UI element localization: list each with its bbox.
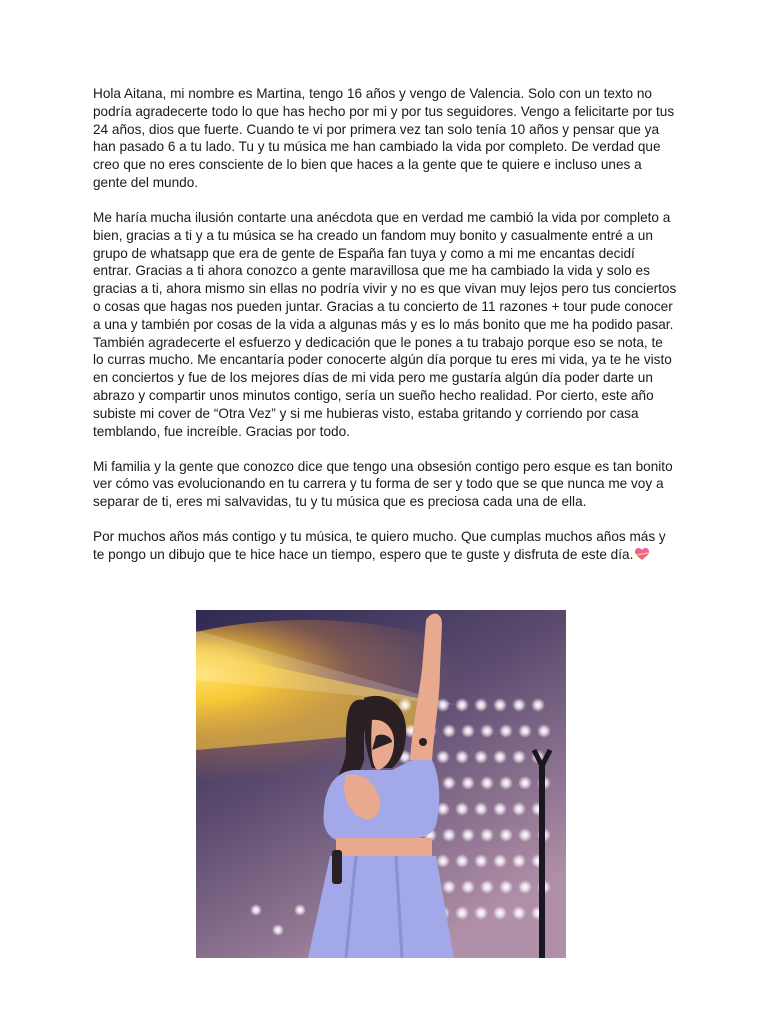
stage-light [512, 906, 526, 920]
stage-light [493, 802, 507, 816]
illustration-canvas [196, 610, 566, 958]
paragraph-2: Me haría mucha ilusión contarte una anécdota que en verdad me cambió la vida por completo a bien, gracias a ti y a tu música se ha creado un fandom muy bonito y casualmente entré a un grupo de whatsapp que era de gente de España fan tuya y como a mi me encantas decidí entrar. Gracias a ti ahora conozco a gente maravillosa que me ha cambiado la vida y solo es gracias a ti, ahora mismo sin ellas no podría vivir y no es que vivan muy lejos pero tus conciertos o cosas que hagas nos pueden juntar. Gracias a tu concierto de 11 razones + tour pude conocer a una y también por cosas de la vida a algunas más y es lo más bonito que me ha podido pasar. También agradecerte el esfuerzo y dedicación que le pones a tu trabajo porque eso se nota, te lo curras mucho. Me encantaría poder conocerte algún día porque tu eres mi vida, ya te he visto en conciertos y fue de los mejores días de mi vida pero me gustaría algún día poder darte un abrazo y compartir unos minutos contigo, sería un sueño hecho realidad. Por cierto, este año subiste mi cover de “Otra Vez” y si me hubieras visto, estaba gritando y corriendo por casa temblando, fue increíble. Gracias por todo. [93, 209, 677, 439]
stage-light [461, 724, 475, 738]
stage-light [493, 698, 507, 712]
stage-light [436, 750, 450, 764]
stage-light [442, 724, 456, 738]
stage-light [474, 750, 488, 764]
stage-light [461, 776, 475, 790]
stage-light [480, 724, 494, 738]
heart-with-ribbon-icon [635, 548, 649, 561]
stage-light [493, 750, 507, 764]
stage-light [480, 828, 494, 842]
midriff [336, 838, 432, 858]
stage-light [531, 698, 545, 712]
stage-light [442, 776, 456, 790]
stage-light [455, 750, 469, 764]
stage-light [455, 854, 469, 868]
stage-light [537, 724, 551, 738]
stage-light [294, 904, 306, 916]
paragraph-3: Mi familia y la gente que conozco dice que tengo una obsesión contigo pero esque es tan bonito ver cómo vas evolucionando en tu carrera y tu forma de ser y todo que se que nunca me voy a separar de ti, eres mi salvavidas, tu y tu música que es preciosa cada una de ella. [93, 458, 673, 510]
stage-light [474, 698, 488, 712]
stage-light [493, 854, 507, 868]
stage-light [499, 828, 513, 842]
paragraph-4-text: Por muchos años más contigo y tu música, te quiero mucho. Que cumplas muchos años más y te pongo un dibujo que te hice hace un tiempo, espero que te guste y disfruta de este día. [93, 529, 666, 562]
stage-light [499, 880, 513, 894]
paragraph-1: Hola Aitana, mi nombre es Martina, tengo 16 años y vengo de Valencia. Solo con un texto no podría agradecerte todo lo que has hecho por mi y por tus seguidores. Vengo a felicitarte por tus 24 años, dios que fuerte. Cuando te vi por primera vez tan solo tenía 10 años y pensar que ya han pasado 6 a tu lado. Tu y tu música me han cambiado la vida por completo. De verdad que creo que no eres consciente de lo bien que haces a la gente que te quiere e incluso unes a gente del mundo. [93, 86, 675, 190]
stage-light [455, 906, 469, 920]
stage-light [436, 854, 450, 868]
stage-light [512, 750, 526, 764]
stage-light [499, 724, 513, 738]
stage-light [442, 880, 456, 894]
stage-light [512, 854, 526, 868]
stage-light [512, 802, 526, 816]
wrist-bracelet [419, 738, 427, 746]
stage-light [250, 904, 262, 916]
stage-light [493, 906, 507, 920]
stage-light [518, 828, 532, 842]
stage-light [461, 880, 475, 894]
stage-light [512, 698, 526, 712]
stage-light [518, 880, 532, 894]
stage-light [272, 924, 284, 936]
singer-illustration [196, 610, 566, 958]
stage-light [480, 880, 494, 894]
stage-light [474, 906, 488, 920]
letter-body [93, 85, 677, 581]
stage-light [455, 802, 469, 816]
skirt [308, 856, 454, 958]
stage-light [474, 854, 488, 868]
stage-light [518, 776, 532, 790]
in-ear-pack [332, 850, 342, 884]
stage-light [442, 828, 456, 842]
stage-light [474, 802, 488, 816]
stage-light [480, 776, 494, 790]
stage-light [518, 724, 532, 738]
paragraph-4 [93, 528, 677, 564]
stage-light [455, 698, 469, 712]
stage-light [499, 776, 513, 790]
stage-light [461, 828, 475, 842]
